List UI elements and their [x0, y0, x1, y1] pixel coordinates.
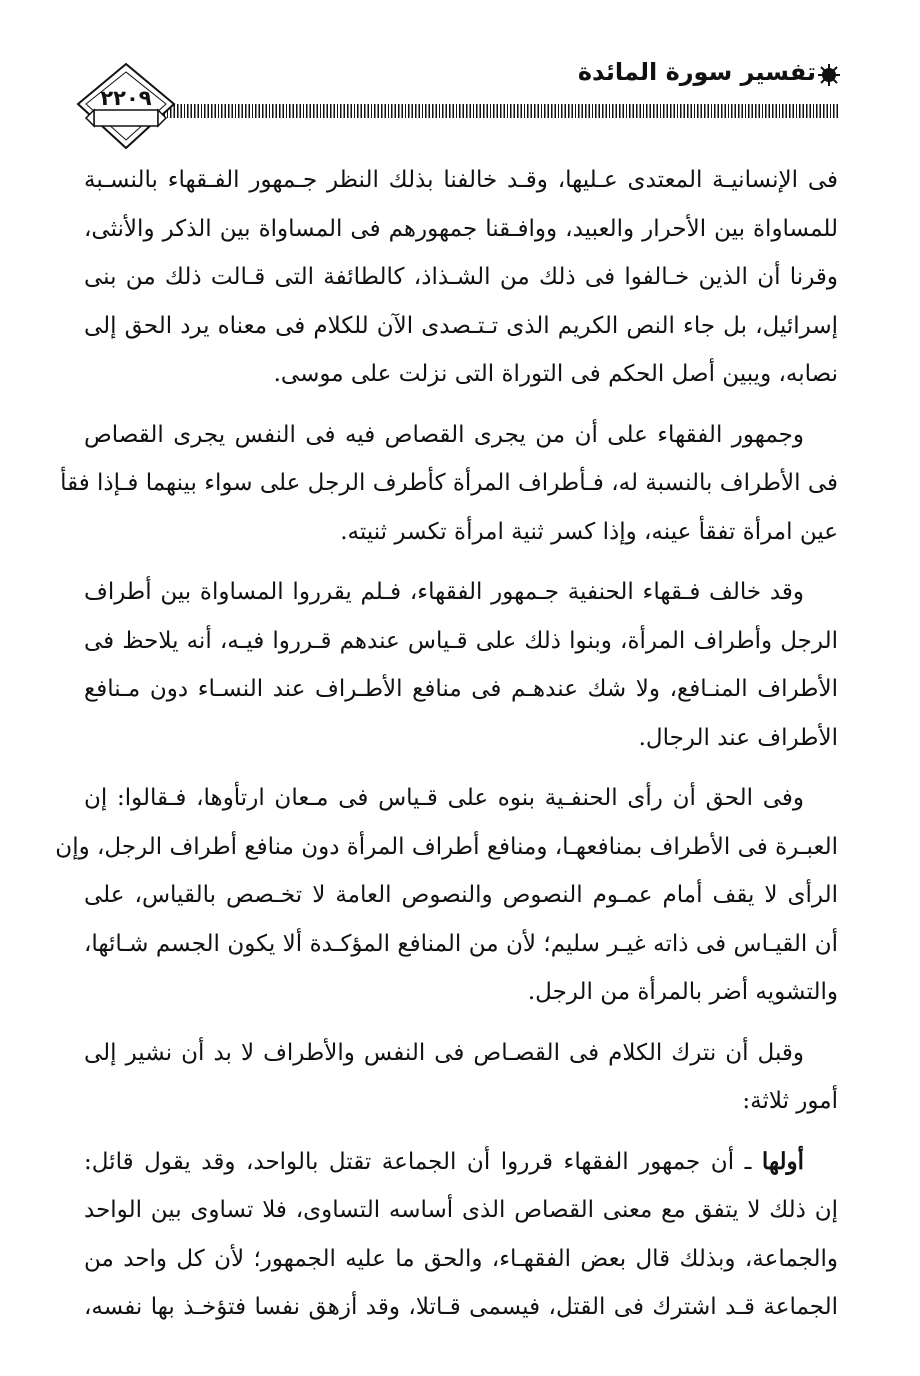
text-line: عين امرأة تفقأ عينه، وإذا كسر ثنية امرأة تكسر ثنيته. — [340, 518, 838, 545]
text-line: للمساواة بين الأحرار والعبيد، ووافـقنا جمهورهم فى المساواة بين الذكر والأنثى، — [84, 215, 838, 242]
text-line: وفى الحق أن رأى الحنفـية بنوه على قـياس فى مـعان ارتأوها، فـقالوا: إن — [84, 785, 804, 811]
text-line: وقرنا أن الذين خـالفوا فى ذلك من الشـذاذ، كالطائفة التى قـالت ذلك من بنى — [84, 264, 838, 290]
text-line: والتشويه أضر بالمرأة من الرجل. — [527, 979, 838, 1005]
text-line-rest: ـ أن جمهور الفقهاء قرروا أن الجماعة تقتل بالواحد، وقد يقول قائل: — [84, 1148, 762, 1175]
text-line: إسرائيل، بل جاء النص الكريم الذى تـتـصدى الآن للكلام فى معناه يرد الحق إلى — [84, 312, 838, 339]
page-number: ٢٢٠٩ — [100, 86, 152, 110]
header-rule — [160, 104, 840, 118]
paragraph-5 — [84, 1029, 838, 1126]
paragraph-4 — [55, 774, 838, 1017]
text-line: والجماعة، وبذلك قال بعض الفقهـاء، والحق ما عليه الجمهور؛ لأن كل واحد من — [84, 1245, 838, 1272]
text-line: فى الإنسانيـة المعتدى عـليها، وقـد خالفنا بذلك النظر جـمهور الفـقهاء بالنسـبة — [84, 167, 838, 193]
paragraph-1 — [84, 156, 838, 399]
lead-word: أولها — [761, 1147, 804, 1175]
body-text — [55, 156, 838, 1344]
text-line: إن ذلك لا يتفق مع معنى القصاص الذى أساسه التساوى، فلا تساوى بين الواحد — [84, 1197, 838, 1223]
text-line: نصابه، ويبين أصل الحكم فى التوراة التى نزلت على موسى. — [273, 361, 838, 387]
text-line: أمور ثلاثة: — [742, 1088, 838, 1114]
text-line: الجماعة قـد اشترك فى القتل، فيسمى قـاتلا، وقد أزهق نفسا فتؤخـذ بها نفسه، — [84, 1294, 838, 1320]
text-line: الرأى لا يقف أمام عمـوم النصوص والنصوص العامة لا تخـصص بالقياس، على — [84, 882, 838, 908]
text-line: وجمهور الفقهاء على أن من يجرى القصاص فيه فى النفس يجرى القصاص — [84, 421, 804, 448]
page-number-badge — [74, 62, 178, 152]
text-line: وقد خالف فـقهاء الحنفية جـمهور الفقهاء، فـلم يقرروا المساواة بين أطراف — [84, 579, 804, 605]
paragraph-2 — [60, 411, 838, 557]
text-line: العبـرة فى الأطراف بمنافعهـا، ومنافع أطراف المرأة دون منافع أطراف الرجل، وإن — [55, 833, 838, 860]
text-line: وقبل أن نترك الكلام فى القصـاص فى النفس والأطراف لا بد أن نشير إلى — [84, 1039, 804, 1066]
text-line: الأطراف المنـافع، ولا شك عندهـم فى منافع الأطـراف عند النسـاء دون مـنافع — [84, 676, 838, 702]
text-line — [84, 1138, 838, 1187]
text-line: الرجل وأطراف المرأة، وبنوا ذلك على قـياس عندهم قـرروا فيـه، أنه يلاحظ فى — [84, 627, 838, 654]
text-line: فى الأطراف بالنسبة له، فـأطراف المرأة كأطرف الرجل على سواء بينهما فـإذا فقأ — [60, 470, 838, 496]
text-line: أن القيـاس فى ذاته غيـر سليم؛ لأن من المنافع المؤكـدة ألا يكون الجسم شـائها، — [84, 930, 838, 957]
star-ornament-icon — [818, 64, 840, 86]
paragraph-6 — [84, 1138, 838, 1332]
paragraph-3 — [84, 568, 838, 762]
running-header-title: تفسير سورة المائدة — [577, 58, 816, 86]
text-line: الأطراف عند الرجال. — [638, 724, 838, 751]
